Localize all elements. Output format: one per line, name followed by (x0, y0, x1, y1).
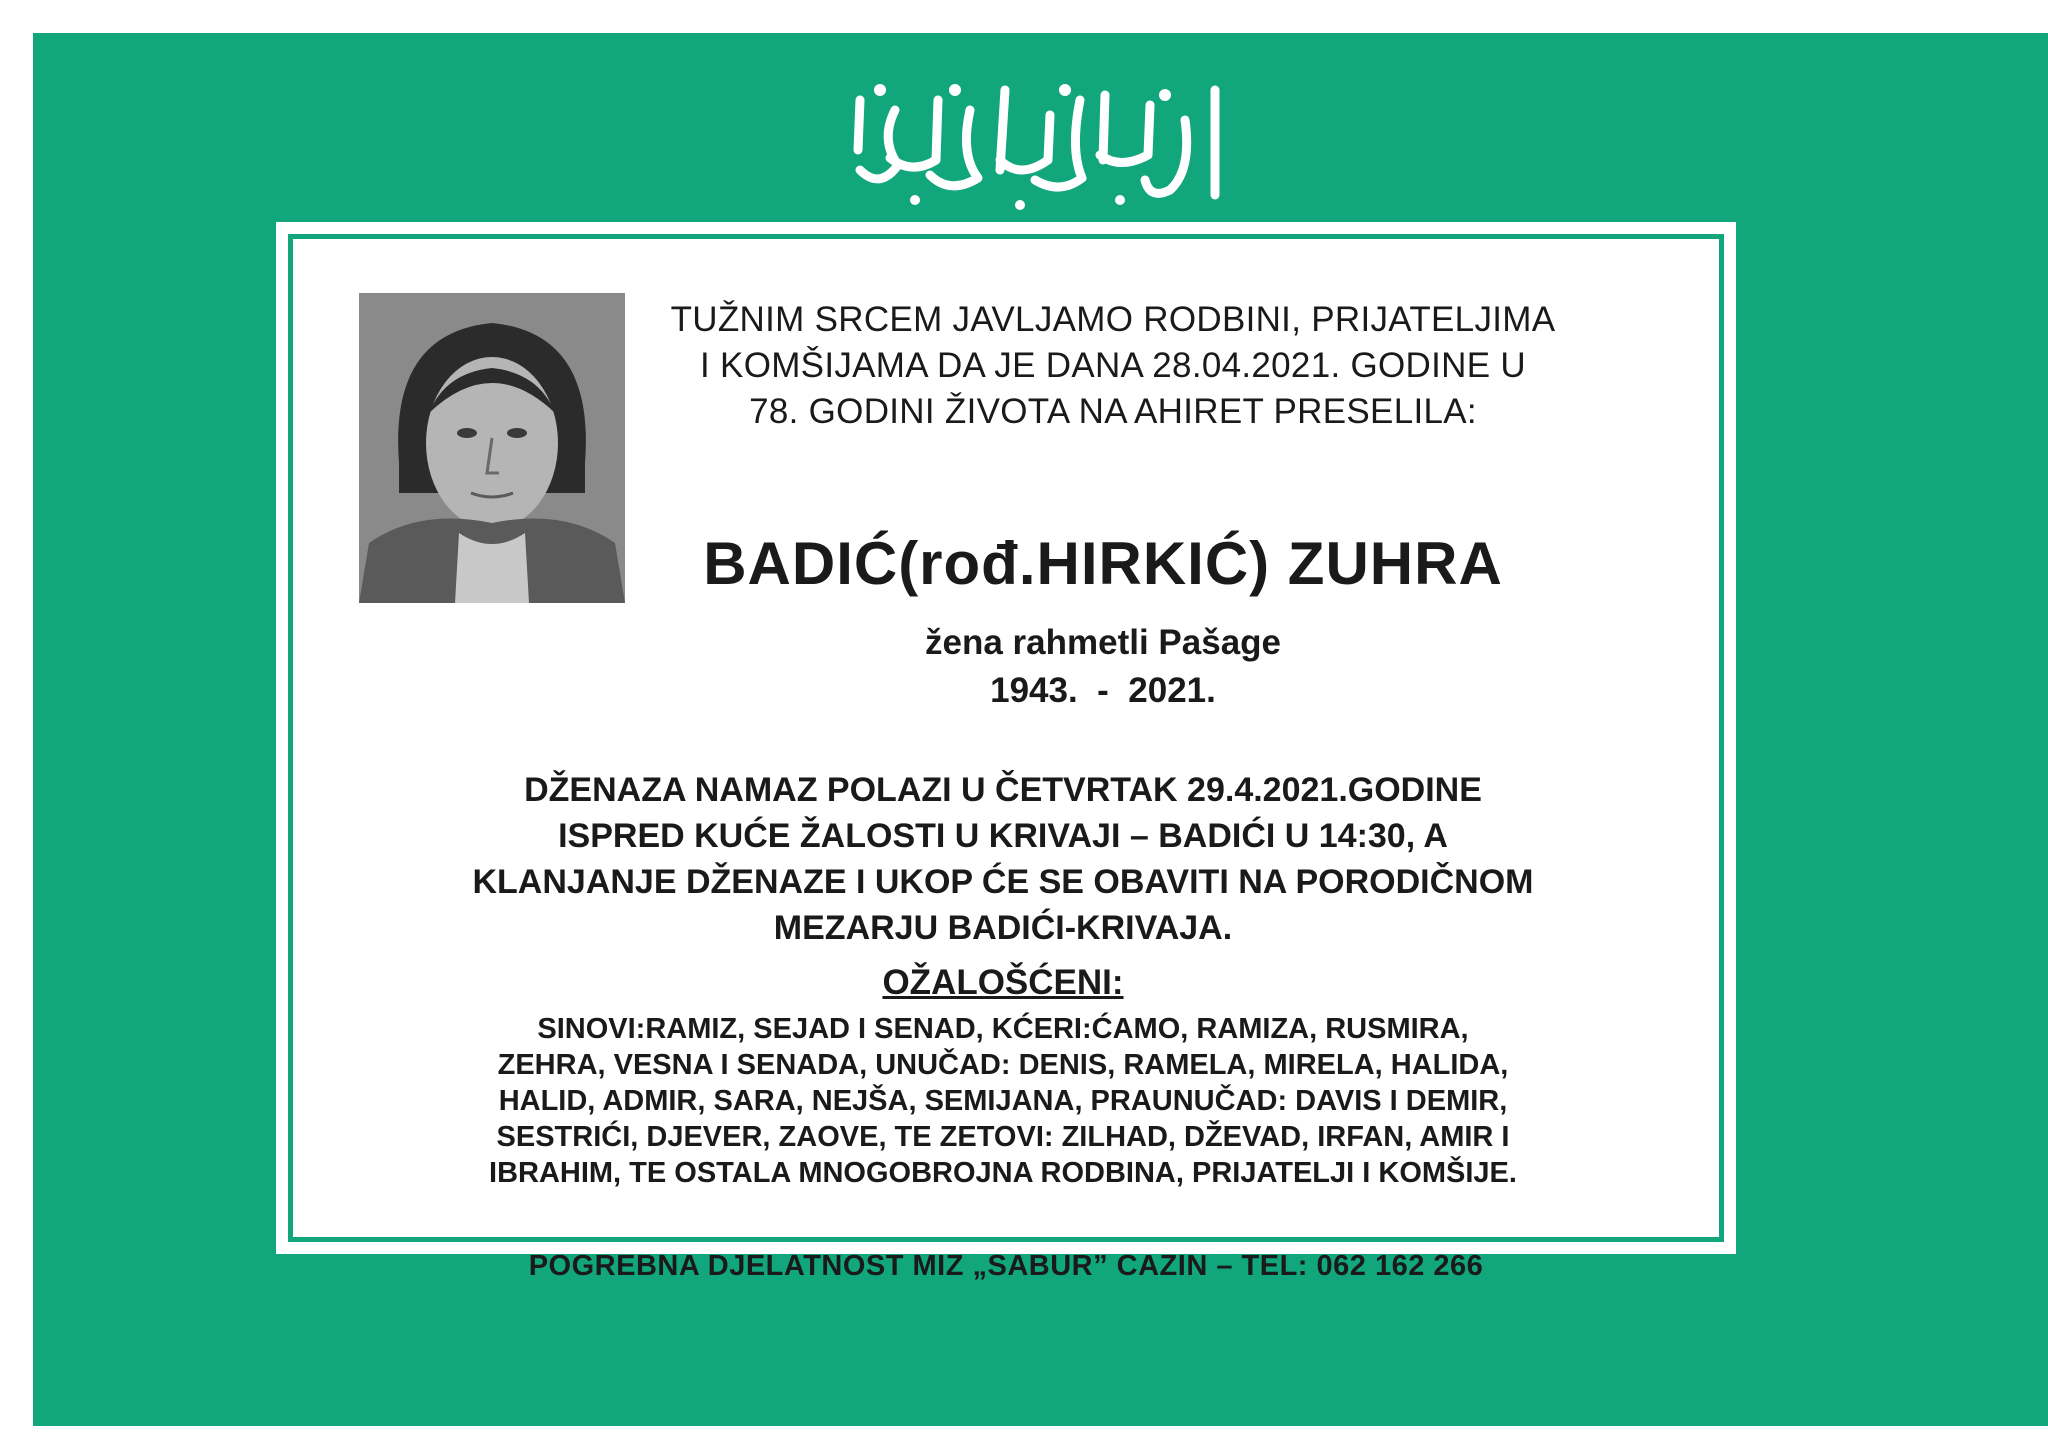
mourners-line: ZEHRA, VESNA I SENADA, UNUČAD: DENIS, RAMELA, MIRELA, HALIDA, (497, 1049, 1509, 1081)
intro-line: TUŽNIM SRCEM JAVLJAMO RODBINI, PRIJATELJIMA (670, 300, 1556, 339)
portrait-icon (359, 293, 625, 603)
mourners-line: IBRAHIM, TE OSTALA MNOGOBROJNA RODBINA, PRIJATELJI I KOMŠIJE. (489, 1157, 1517, 1189)
mourners-line: HALID, ADMIR, SARA, NEJŠA, SEMIJANA, PRAUNUČAD: DAVIS I DEMIR, (498, 1085, 1508, 1117)
mourners-line: SESTRIĆI, DJEVER, ZAOVE, TE ZETOVI: ZILHAD, DŽEVAD, IRFAN, AMIR I (496, 1121, 1510, 1153)
notice-frame (276, 222, 1736, 1254)
funeral-line: DŽENAZA NAMAZ POLAZI U ČETVRTAK 29.4.2021.GODINE (524, 771, 1482, 809)
notice-inner-border (288, 234, 1724, 1242)
deceased-subtitle: žena rahmetli Pašage (925, 623, 1281, 662)
life-years: 1943. - 2021. (990, 671, 1216, 710)
funeral-details (373, 767, 1633, 951)
funeral-line: ISPRED KUĆE ŽALOSTI U KRIVAJI – BADIĆI U 14:30, A (558, 817, 1448, 855)
mourners-heading: OŽALOŠĆENI: (882, 963, 1124, 1002)
funeral-line: MEZARJU BADIĆI-KRIVAJA. (773, 909, 1233, 947)
mourners-list (373, 1011, 1633, 1191)
announcement-intro (633, 297, 1593, 435)
mourners-line: SINOVI:RAMIZ, SEJAD I SENAD, KĆERI:ĆAMO, RAMIZA, RUSMIRA, (537, 1013, 1469, 1045)
intro-line: 78. GODINI ŽIVOTA NA AHIRET PRESELILA: (749, 392, 1477, 431)
arabic-calligraphy-icon (820, 60, 1240, 230)
funeral-line: KLANJANJE DŽENAZE I UKOP ĆE SE OBAVITI NA PORODIČNOM (472, 863, 1534, 901)
intro-line: I KOMŠIJAMA DA JE DANA 28.04.2021. GODINE U (700, 346, 1526, 385)
portrait-photo (359, 293, 625, 603)
deceased-name: BADIĆ(rođ.HIRKIĆ) ZUHRA (703, 530, 1503, 597)
funeral-service-footer: POGREBNA DJELATNOST MIZ „SABUR” CAZIN – TEL: 062 162 266 (528, 1250, 1484, 1282)
